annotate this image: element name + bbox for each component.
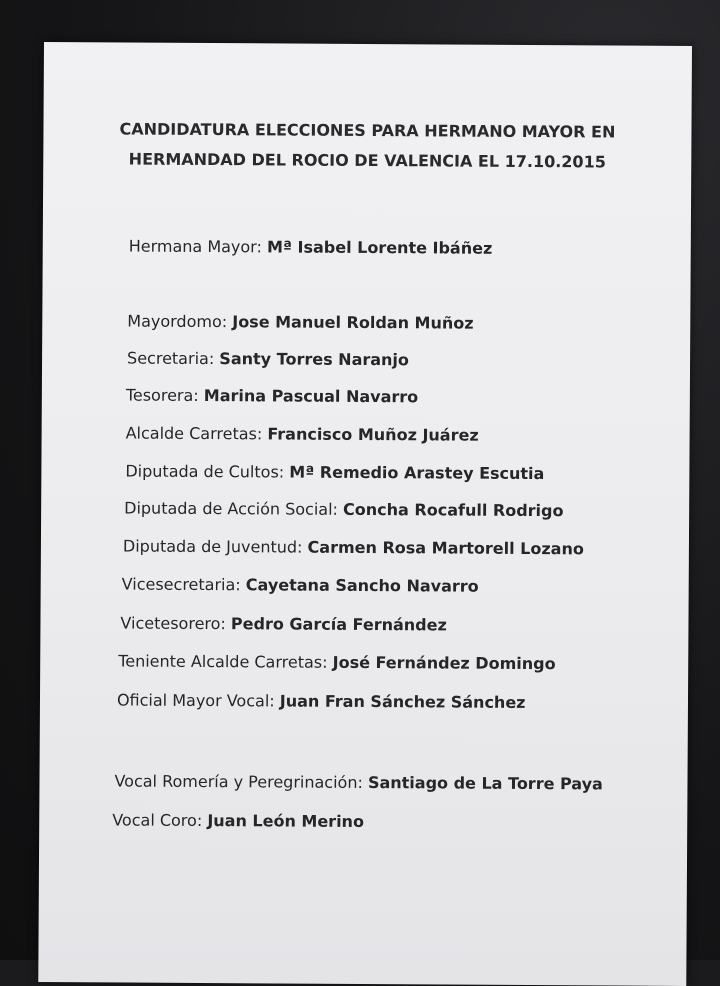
role-label: Oficial Mayor Vocal:: [116, 690, 275, 711]
entry-tesorera: [126, 384, 419, 410]
candidate-name: Mª Isabel Lorente Ibáñez: [266, 237, 493, 258]
role-label: Vicetesorero:: [120, 613, 226, 634]
entry-teniente-alcalde-carretas: [118, 649, 556, 676]
entry-secretaria: [127, 347, 409, 373]
entry-diputada-cultos: [125, 460, 544, 487]
entry-diputada-juventud: [123, 535, 584, 562]
role-label: Diputada de Cultos:: [125, 461, 285, 482]
candidate-name: Cayetana Sancho Navarro: [245, 575, 479, 596]
entry-vicetesorero: [120, 611, 446, 637]
document-title-line-1: CANDIDATURA ELECCIONES PARA HERMANO MAYOR EN: [119, 119, 616, 142]
entry-oficial-mayor-vocal: [117, 688, 526, 714]
document-title-line-2: HERMANDAD DEL ROCIO DE VALENCIA EL 17.10.2015: [128, 149, 606, 172]
candidate-name: José Fernández Domingo: [332, 652, 556, 674]
role-label: Vocal Romería y Peregrinación:: [114, 771, 363, 792]
candidate-name: Marina Pascual Navarro: [203, 386, 419, 407]
entry-alcalde-carretas: [126, 422, 479, 448]
role-label: Diputada de Juventud:: [122, 536, 303, 557]
role-label: Mayordomo:: [127, 311, 228, 332]
paper-sheet: [38, 42, 692, 986]
candidate-name: Pedro García Fernández: [230, 614, 447, 635]
role-label: Hermana Mayor:: [128, 236, 262, 257]
role-label: Teniente Alcalde Carretas:: [118, 651, 328, 672]
entry-vicesecretaria: [122, 573, 479, 599]
role-label: Tesorera:: [125, 385, 199, 405]
candidate-name: Juan Fran Sánchez Sánchez: [279, 691, 526, 712]
candidate-name: Juan León Merino: [207, 811, 365, 831]
role-label: Alcalde Carretas:: [125, 423, 263, 444]
candidate-name: Francisco Muñoz Juárez: [267, 424, 479, 445]
entry-vocal-romeria: [114, 769, 603, 796]
entry-diputada-accion-social: [124, 497, 563, 524]
candidate-name: Carmen Rosa Martorell Lozano: [307, 537, 584, 559]
role-label: Vocal Coro:: [112, 810, 203, 831]
candidate-name: Santiago de La Torre Paya: [367, 773, 603, 794]
entry-vocal-coro: [112, 808, 364, 834]
role-label: Secretaria:: [127, 348, 215, 369]
candidate-name: Jose Manuel Roldan Muñoz: [232, 312, 474, 333]
entry-hermana-mayor: [129, 235, 493, 261]
role-label: Diputada de Acción Social:: [124, 498, 339, 519]
candidate-name: Santy Torres Naranjo: [219, 349, 410, 370]
role-label: Vicesecretaria:: [121, 574, 241, 595]
candidate-name: Mª Remedio Arastey Escutia: [289, 462, 545, 484]
entry-mayordomo: [127, 310, 473, 336]
candidate-name: Concha Rocafull Rodrigo: [343, 499, 564, 521]
